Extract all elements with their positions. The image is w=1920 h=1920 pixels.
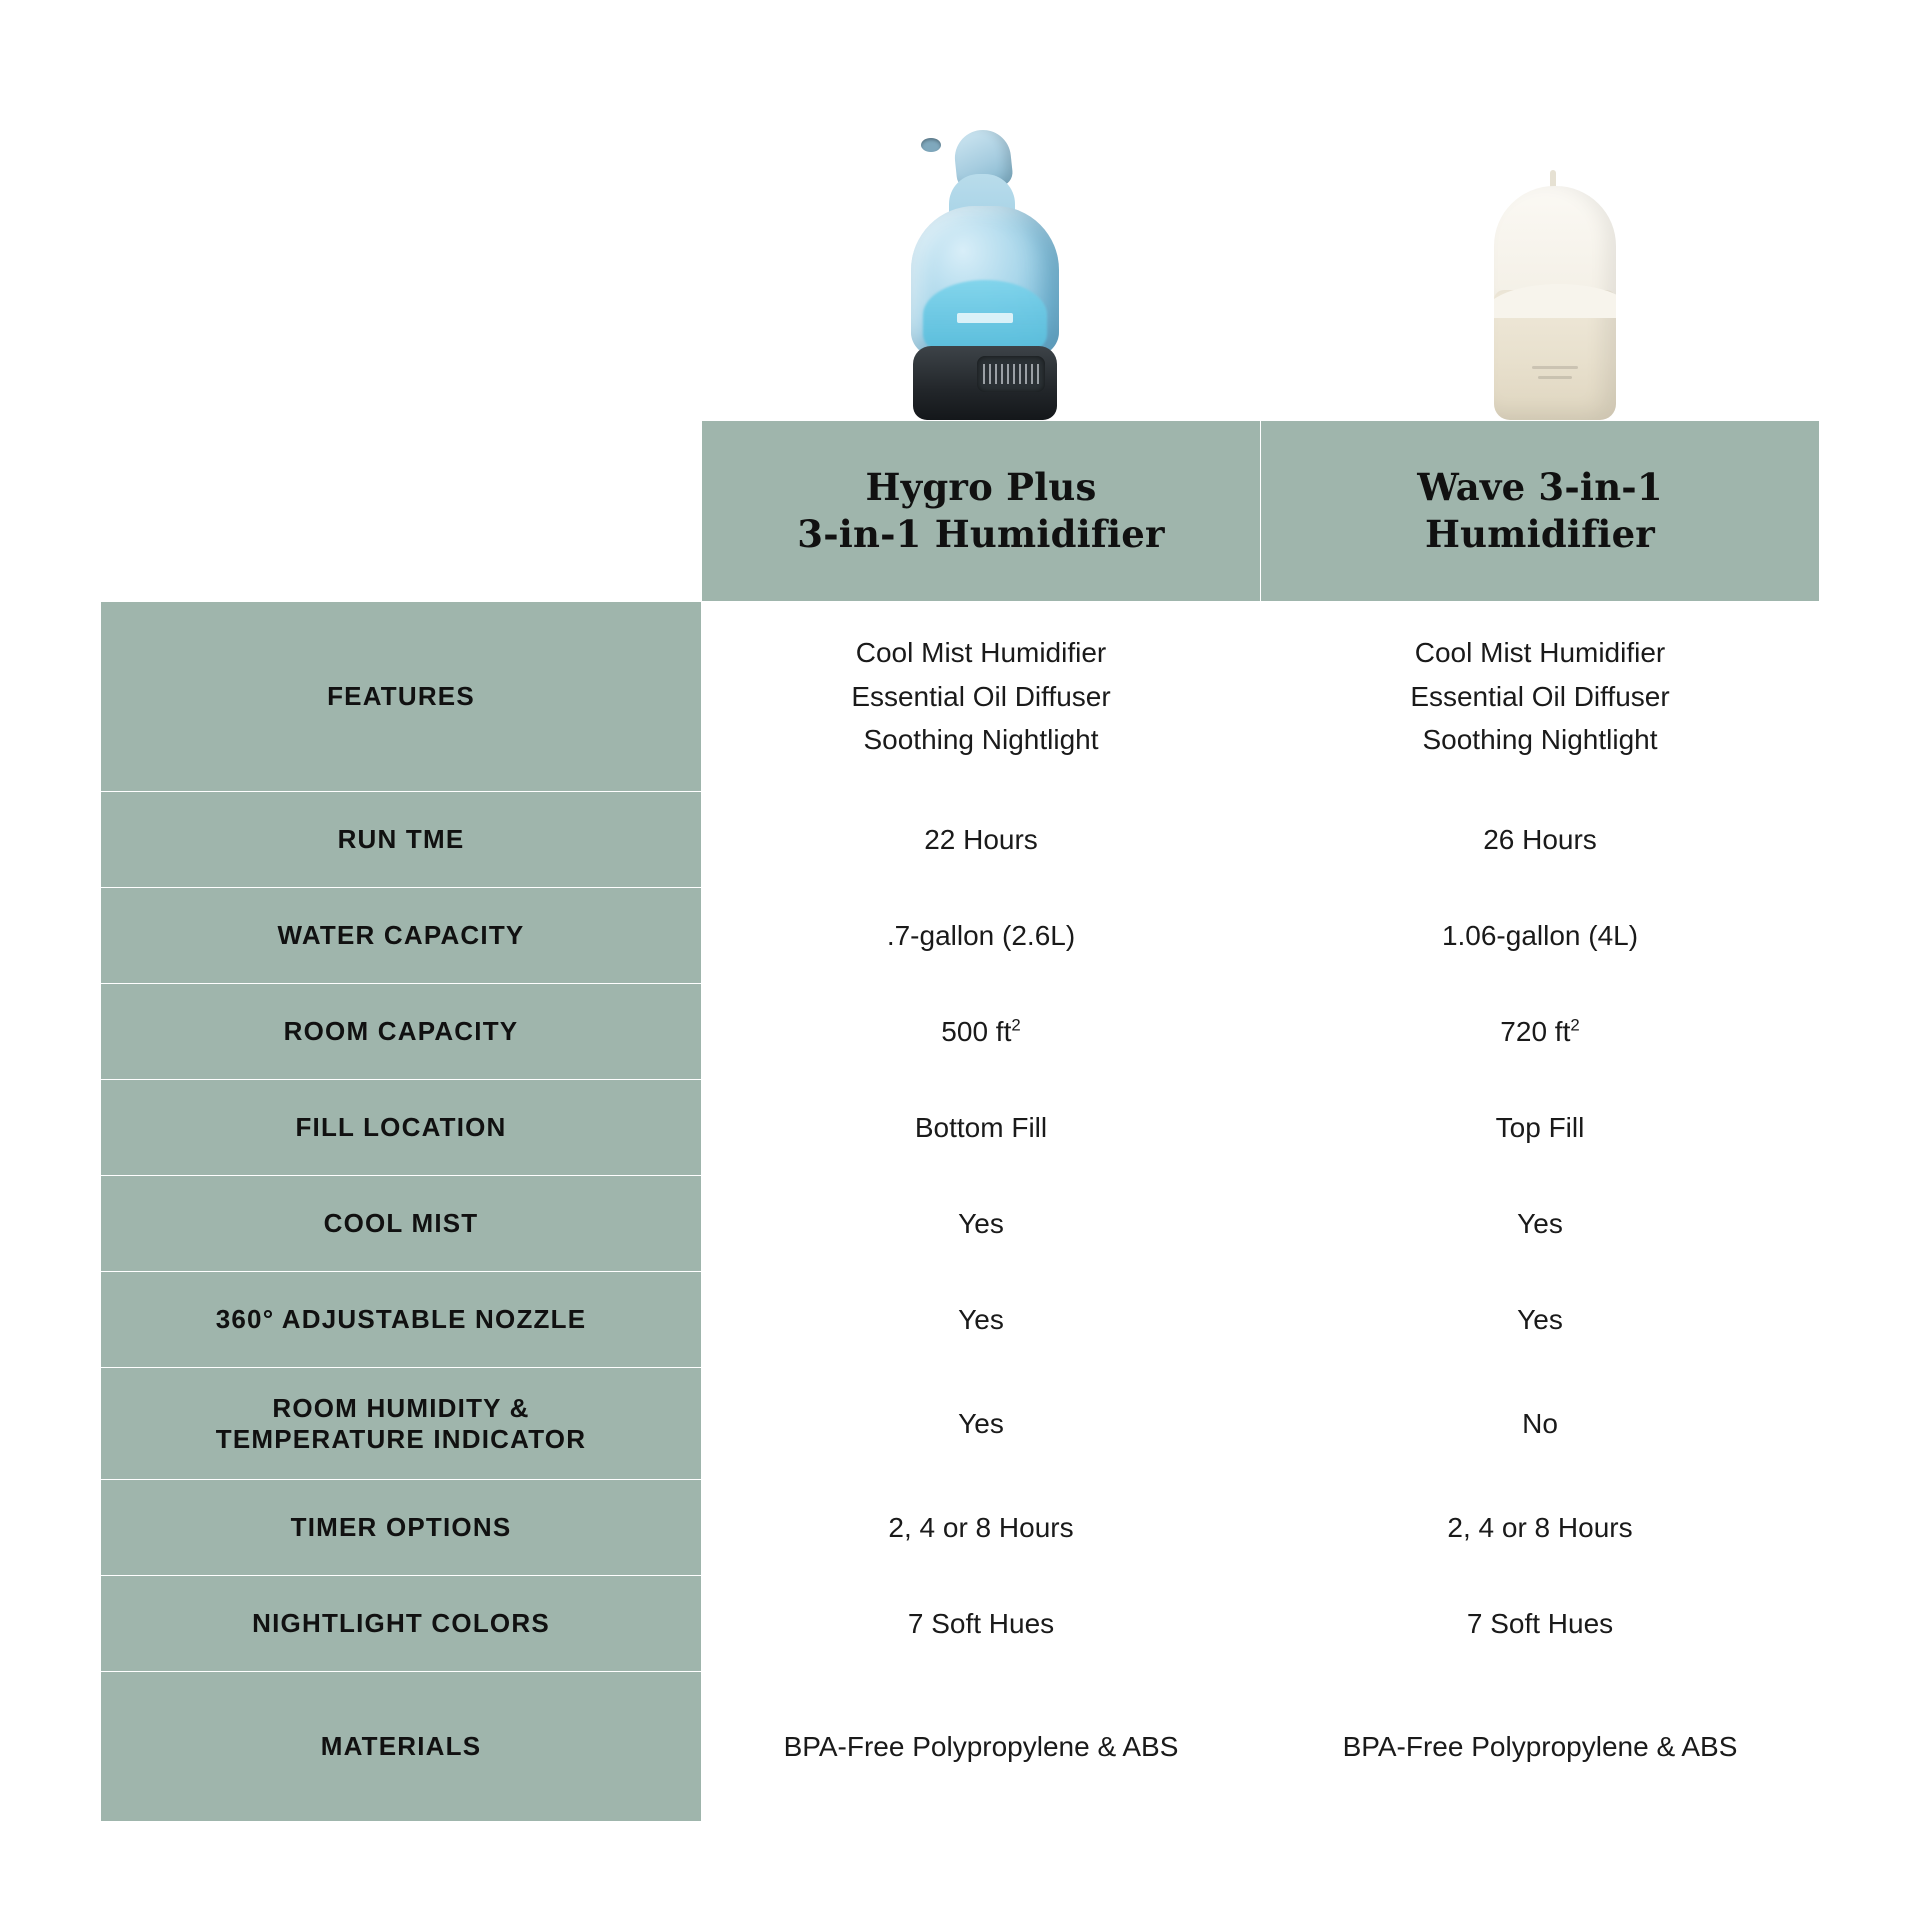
cell-materials-wave: BPA-Free Polypropylene & ABS — [1261, 1672, 1820, 1822]
header-blank-cell — [101, 421, 702, 602]
cell-line: Soothing Nightlight — [1422, 724, 1658, 756]
table-row — [101, 602, 1820, 792]
cell-water-capacity-wave: 1.06-gallon (4L) — [1261, 888, 1820, 984]
column-header-hygro-plus — [702, 421, 1261, 602]
vent-slit-shape-2 — [1538, 376, 1572, 379]
cell-features-wave — [1261, 602, 1820, 792]
table-row — [101, 792, 1820, 888]
row-label-timer-options: TIMER OPTIONS — [101, 1480, 702, 1576]
row-label-adjustable-nozzle: 360° ADJUSTABLE NOZZLE — [101, 1272, 702, 1368]
cell-line: Cool Mist Humidifier — [855, 637, 1107, 669]
table-row — [101, 1176, 1820, 1272]
cell-adjustable-nozzle-wave: Yes — [1261, 1272, 1820, 1368]
table-row — [101, 984, 1820, 1080]
display-readout-shape — [983, 364, 1039, 384]
table-row — [101, 1368, 1820, 1480]
cell-nightlight-colors-wave: 7 Soft Hues — [1261, 1576, 1820, 1672]
wave-3-in-1-humidifier-image — [1480, 170, 1630, 420]
cell-cool-mist-wave: Yes — [1261, 1176, 1820, 1272]
cell-value: 720 ft — [1500, 1015, 1571, 1047]
row-label-line2: TEMPERATURE INDICATOR — [215, 1423, 587, 1454]
table-row — [101, 1672, 1820, 1822]
table-row — [101, 1576, 1820, 1672]
row-label-cool-mist: COOL MIST — [101, 1176, 702, 1272]
cell-cool-mist-hygro: Yes — [702, 1176, 1261, 1272]
cell-run-time-hygro: 22 Hours — [702, 792, 1261, 888]
table-header-row — [101, 421, 1820, 602]
cell-features-hygro — [702, 602, 1261, 792]
row-label-water-capacity: WATER CAPACITY — [101, 888, 702, 984]
cell-fill-location-wave: Top Fill — [1261, 1080, 1820, 1176]
cell-timer-options-hygro: 2, 4 or 8 Hours — [702, 1480, 1261, 1576]
table-row — [101, 1272, 1820, 1368]
row-label-humidity-temperature-indicator — [101, 1368, 702, 1480]
column-header-wave — [1261, 421, 1820, 602]
cell-humidity-indicator-hygro: Yes — [702, 1368, 1261, 1480]
row-label-materials: MATERIALS — [101, 1672, 702, 1822]
cell-line: Soothing Nightlight — [863, 724, 1099, 756]
row-label-run-time: RUN TME — [101, 792, 702, 888]
cell-superscript: 2 — [1011, 1015, 1021, 1035]
cell-timer-options-wave: 2, 4 or 8 Hours — [1261, 1480, 1820, 1576]
cell-humidity-indicator-wave: No — [1261, 1368, 1820, 1480]
vent-slit-shape — [1532, 366, 1578, 369]
cell-water-capacity-hygro: .7-gallon (2.6L) — [702, 888, 1261, 984]
cell-superscript: 2 — [1570, 1015, 1580, 1035]
hygro-plus-humidifier-image — [905, 130, 1065, 420]
column-header-wave-line1: Wave 3-in-1 — [1417, 464, 1663, 509]
column-header-hygro-line2: 3-in-1 Humidifier — [797, 512, 1165, 556]
product-images-row — [700, 100, 1840, 420]
product-image-hygro-plus — [700, 100, 1270, 420]
column-header-hygro-line1: Hygro Plus — [865, 464, 1097, 509]
cell-line: Essential Oil Diffuser — [1410, 680, 1670, 712]
row-label-fill-location: FILL LOCATION — [101, 1080, 702, 1176]
table-row — [101, 888, 1820, 984]
table-row — [101, 1480, 1820, 1576]
cell-line: Cool Mist Humidifier — [1414, 637, 1666, 669]
brand-mark-shape — [957, 313, 1013, 323]
comparison-table — [100, 420, 1820, 1822]
product-image-wave — [1270, 100, 1840, 420]
row-label-room-capacity: ROOM CAPACITY — [101, 984, 702, 1080]
cell-room-capacity-hygro — [702, 984, 1261, 1080]
cell-value: 500 ft — [941, 1015, 1012, 1047]
cell-room-capacity-wave — [1261, 984, 1820, 1080]
nozzle-opening-shape — [921, 138, 941, 152]
cell-adjustable-nozzle-hygro: Yes — [702, 1272, 1261, 1368]
row-label-features: FEATURES — [101, 602, 702, 792]
row-label-line1: ROOM HUMIDITY & — [272, 1392, 530, 1423]
row-label-nightlight-colors: NIGHTLIGHT COLORS — [101, 1576, 702, 1672]
table-row — [101, 1080, 1820, 1176]
cell-line: Essential Oil Diffuser — [851, 680, 1111, 712]
cell-fill-location-hygro: Bottom Fill — [702, 1080, 1261, 1176]
cell-materials-hygro: BPA-Free Polypropylene & ABS — [702, 1672, 1261, 1822]
cell-nightlight-colors-hygro: 7 Soft Hues — [702, 1576, 1261, 1672]
column-header-wave-line2: Humidifier — [1425, 512, 1655, 556]
cell-run-time-wave: 26 Hours — [1261, 792, 1820, 888]
wave-curve-shape — [1494, 274, 1616, 318]
